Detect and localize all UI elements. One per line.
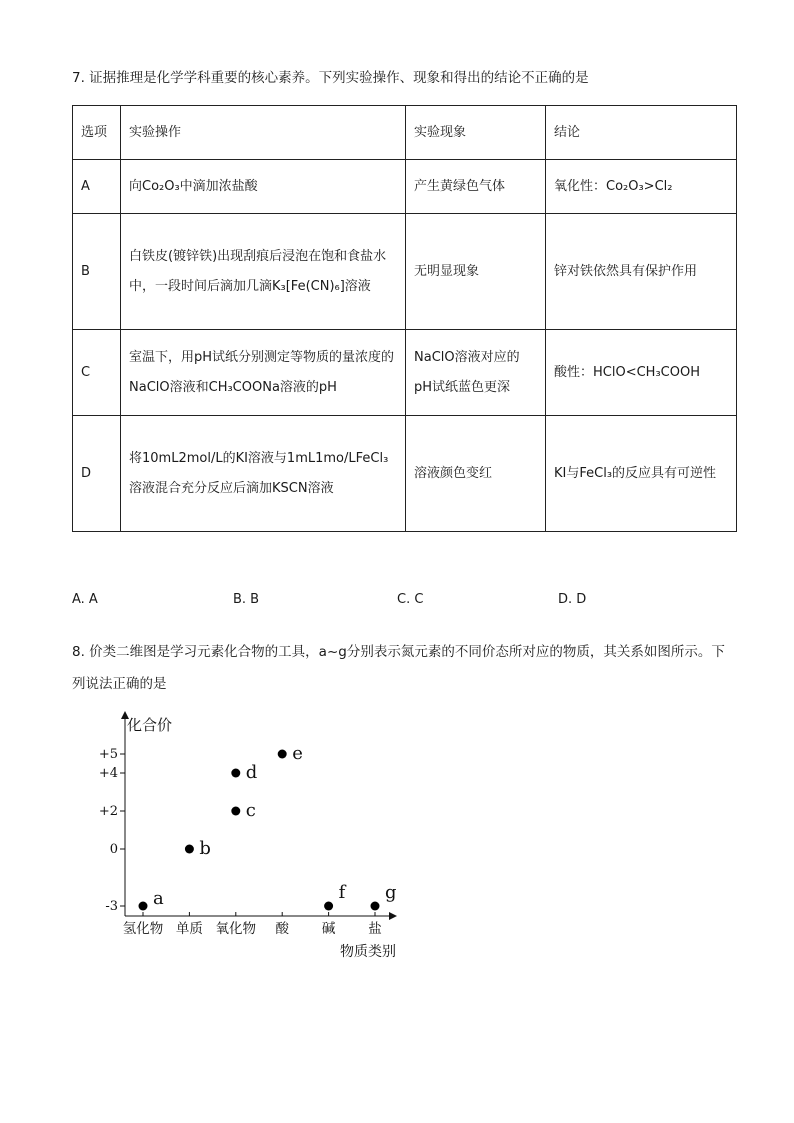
header-option: 选项 (73, 106, 121, 160)
x-tick-label: 单质 (175, 921, 203, 937)
header-operation: 实验操作 (121, 106, 406, 160)
row-option: D (73, 416, 121, 532)
row-conclusion: 锌对铁依然具有保护作用 (546, 214, 737, 330)
valence-class-chart (96, 708, 426, 968)
y-tick-label: -3 (105, 899, 118, 914)
row-operation: 向Co₂O₃中滴加浓盐酸 (121, 160, 406, 214)
table-row (73, 330, 737, 416)
x-tick-label: 盐 (368, 921, 382, 937)
point-label-b: b (199, 838, 211, 859)
row-operation: 白铁皮(镀锌铁)出现刮痕后浸泡在饱和食盐水中，一段时间后滴加几滴K₃[Fe(CN)₆]溶液 (121, 214, 406, 330)
y-axis-label: 化合价 (127, 716, 173, 734)
question-7-title: 7. 证据推理是化学学科重要的核心素养。下列实验操作、现象和得出的结论不正确的是 (72, 70, 589, 86)
x-tick-label: 氢化物 (122, 921, 164, 937)
question-8-text: 8. 价类二维图是学习元素化合物的工具，a~g分别表示氮元素的不同价态所对应的物质，其关系如图所示。下列说法正确的是 (72, 644, 725, 692)
row-option: A (73, 160, 121, 214)
row-operation: 室温下，用pH试纸分别测定等物质的量浓度的NaClO溶液和CH₃COONa溶液的pH (121, 330, 406, 416)
point-b (185, 845, 194, 854)
choice-d[interactable]: D. D (558, 592, 587, 607)
point-label-d: d (245, 762, 258, 783)
table-row (73, 160, 737, 214)
y-tick-label: +2 (98, 804, 118, 819)
table-row (73, 416, 737, 532)
y-tick-label: +5 (98, 747, 118, 762)
y-ticks (99, 747, 125, 914)
y-tick-label: +4 (98, 766, 118, 781)
table-row (73, 214, 737, 330)
x-tick-label: 氧化物 (215, 921, 257, 937)
row-phenomenon: 产生黄绿色气体 (406, 160, 546, 214)
row-conclusion: 氧化性：Co₂O₃>Cl₂ (546, 160, 737, 214)
row-operation: 将10mL2mol/L的KI溶液与1mL1mo/LFeCl₃溶液混合充分反应后滴加KSCN溶液 (121, 416, 406, 532)
row-phenomenon: 无明显现象 (406, 214, 546, 330)
point-e (278, 750, 287, 759)
point-f (324, 902, 333, 911)
point-label-a: a (153, 888, 164, 909)
header-conclusion: 结论 (546, 106, 737, 160)
x-axis-label: 物质类别 (340, 944, 396, 960)
x-tick-label: 酸 (275, 921, 289, 937)
row-conclusion: KI与FeCl₃的反应具有可逆性 (546, 416, 737, 532)
choice-a[interactable]: A. A (72, 592, 98, 607)
row-option: B (73, 214, 121, 330)
choice-c[interactable]: C. C (397, 592, 424, 607)
point-g (371, 902, 380, 911)
row-conclusion: 酸性：HClO<CH₃COOH (546, 330, 737, 416)
point-label-e: e (292, 743, 303, 764)
point-label-f: f (338, 882, 346, 903)
header-phenomenon: 实验现象 (406, 106, 546, 160)
experiment-table (72, 105, 737, 532)
x-tick-label: 碱 (321, 921, 336, 937)
row-phenomenon: 溶液颜色变红 (406, 416, 546, 532)
row-phenomenon: NaClO溶液对应的pH试纸蓝色更深 (406, 330, 546, 416)
point-d (231, 769, 240, 778)
choice-b[interactable]: B. B (233, 592, 260, 607)
point-label-c: c (245, 800, 256, 821)
point-label-g: g (385, 882, 397, 903)
data-points (139, 743, 397, 911)
point-c (231, 807, 240, 816)
table-header-row (73, 106, 737, 160)
y-tick-label: 0 (109, 842, 118, 857)
row-option: C (73, 330, 121, 416)
point-a (139, 902, 148, 911)
